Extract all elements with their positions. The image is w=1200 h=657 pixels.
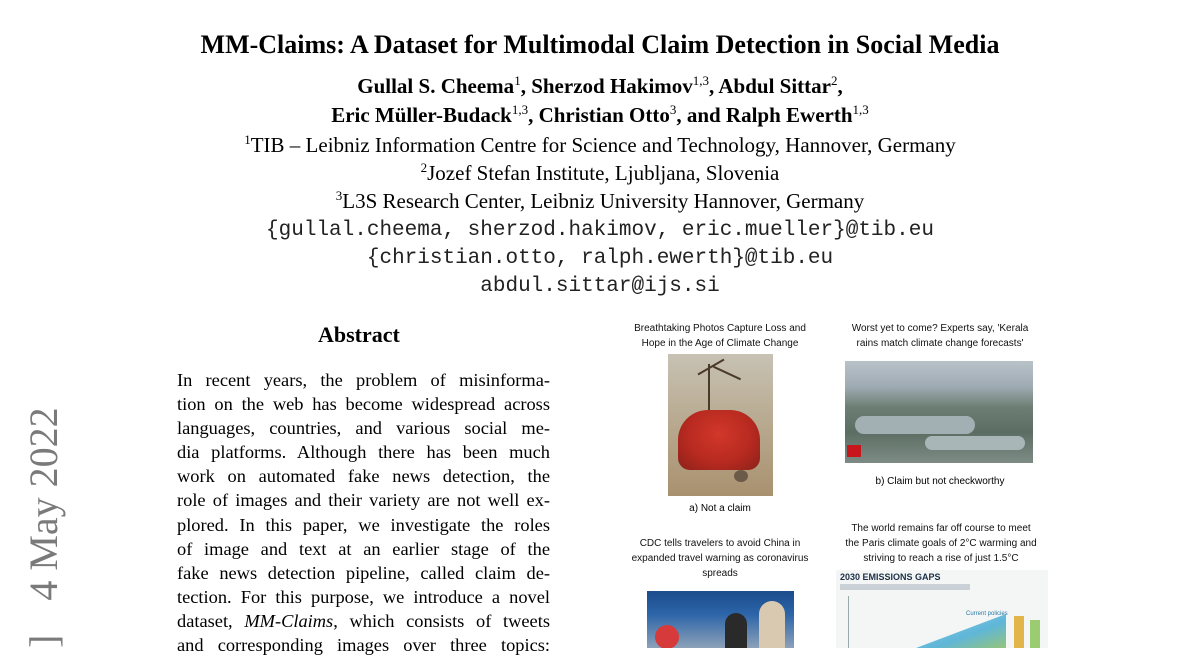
panel-a-caption: a) Not a claim xyxy=(689,503,751,514)
panel-b-title-line: rains match climate change forecasts' xyxy=(856,338,1024,349)
abstract-line: fake news detection pipeline, called claim de- xyxy=(177,562,550,583)
panel-d-title-line: the Paris climate goals of 2°C warming and xyxy=(845,538,1037,549)
panel-a-title-line: Breathtaking Photos Capture Loss and xyxy=(634,323,806,334)
email-line-3: abdul.sittar@ijs.si xyxy=(480,275,720,298)
authors-line-1 xyxy=(0,74,1200,99)
panel-a-photo xyxy=(668,354,773,496)
panel-b-photo xyxy=(845,361,1033,463)
affiliation-sup: 3 xyxy=(335,188,343,203)
author: , Sherzod Hakimov xyxy=(520,74,693,98)
arxiv-date: 4 May 2022 xyxy=(21,407,66,601)
abstract-line: of image and text at an earlier stage of the xyxy=(177,538,550,559)
author-sup: 1,3 xyxy=(511,102,529,117)
flood-water-shape xyxy=(925,436,1025,450)
infographic-label: Current policies xyxy=(966,611,1008,617)
abstract-line: tection. For this purpose, we introduce a novel xyxy=(177,586,550,607)
affiliation-2 xyxy=(0,161,1200,186)
authors-line-2 xyxy=(0,103,1200,128)
panel-d-title-line: striving to reach a rise of just 1.5°C xyxy=(863,553,1019,564)
panel-d-title-line: The world remains far off course to meet xyxy=(851,523,1031,534)
panel-d-title xyxy=(826,521,1056,566)
arxiv-bracket: ] xyxy=(21,634,66,648)
person-shape xyxy=(759,601,785,648)
author: Eric Müller-Budack xyxy=(331,103,512,127)
affiliation-text: Jozef Stefan Institute, Ljubljana, Slovenia xyxy=(427,161,780,185)
author-sup: 1 xyxy=(514,73,521,88)
panel-c-title-line: spreads xyxy=(702,568,738,579)
affiliation-1 xyxy=(0,133,1200,158)
abstract-body xyxy=(177,368,550,657)
paper-title: MM-Claims: A Dataset for Multimodal Claim Detection in Social Media xyxy=(200,30,1000,59)
author: , Christian Otto xyxy=(528,103,670,127)
news-logo xyxy=(847,445,861,457)
email-line-1: {gullal.cheema, sherzod.hakimov, eric.mueller}@tib.eu xyxy=(266,219,934,242)
abstract-line: languages, countries, and various social me- xyxy=(177,418,550,439)
affiliation-sup: 2 xyxy=(420,160,428,175)
panel-c-title-line: expanded travel warning as coronavirus xyxy=(631,553,809,564)
affiliation-text: TIB – Leibniz Information Centre for Science and Technology, Hannover, Germany xyxy=(250,133,956,157)
sign-shape xyxy=(655,625,679,648)
author-sup: 1,3 xyxy=(852,102,869,117)
panel-c-title-line: CDC tells travelers to avoid China in xyxy=(639,538,801,549)
panel-d-infographic xyxy=(836,570,1048,648)
gap-bar xyxy=(1014,616,1024,648)
author-separator: , xyxy=(837,74,843,98)
author-sup: 1,3 xyxy=(692,73,710,88)
abstract-line: dataset, MM-Claims, which consists of tweets xyxy=(177,610,550,631)
email-line-2: {christian.otto, ralph.ewerth}@tib.eu xyxy=(366,247,834,270)
infographic-subtitle-bar xyxy=(840,584,970,590)
abstract-line: dia platforms. Although there has been much xyxy=(177,442,550,463)
author-sup: 3 xyxy=(669,102,677,117)
author-sup: 2 xyxy=(830,73,838,88)
affiliation-3 xyxy=(0,189,1200,214)
abstract-heading: Abstract xyxy=(318,322,400,347)
panel-a-title-line: Hope in the Age of Climate Change xyxy=(641,338,799,349)
women-group-shape xyxy=(678,410,760,470)
person-shape xyxy=(725,613,747,648)
abstract-line: plored. In this paper, we investigate the roles xyxy=(177,514,550,535)
panel-a-title xyxy=(620,321,820,351)
panel-c-photo xyxy=(647,591,794,648)
abstract-line: tion on the web has become widespread across xyxy=(177,394,550,415)
abstract-line: In recent years, the problem of misinforma- xyxy=(177,370,550,390)
arxiv-stamp xyxy=(20,407,67,648)
abstract-line: work on automated fake news detection, the xyxy=(177,466,550,487)
pot-shape xyxy=(734,470,748,482)
gap-bar xyxy=(1030,620,1040,648)
affiliation-sup: 1 xyxy=(244,132,251,147)
flood-water-shape xyxy=(855,416,975,434)
panel-b-title-line: Worst yet to come? Experts say, 'Kerala xyxy=(851,323,1029,334)
infographic-header: 2030 EMISSIONS GAPS xyxy=(840,572,941,582)
affiliation-text: L3S Research Center, Leibniz University Hannover, Germany xyxy=(342,189,865,213)
panel-b-title xyxy=(830,321,1050,351)
panel-c-title xyxy=(615,536,825,581)
abstract-line: role of images and their variety are not well ex- xyxy=(177,490,550,511)
abstract-line: and corresponding images over three topics: xyxy=(177,635,550,656)
author: Gullal S. Cheema xyxy=(357,74,515,98)
author: , and Ralph Ewerth xyxy=(676,103,853,127)
panel-b-caption: b) Claim but not checkworthy xyxy=(875,476,1005,487)
author: , Abdul Sittar xyxy=(709,74,831,98)
